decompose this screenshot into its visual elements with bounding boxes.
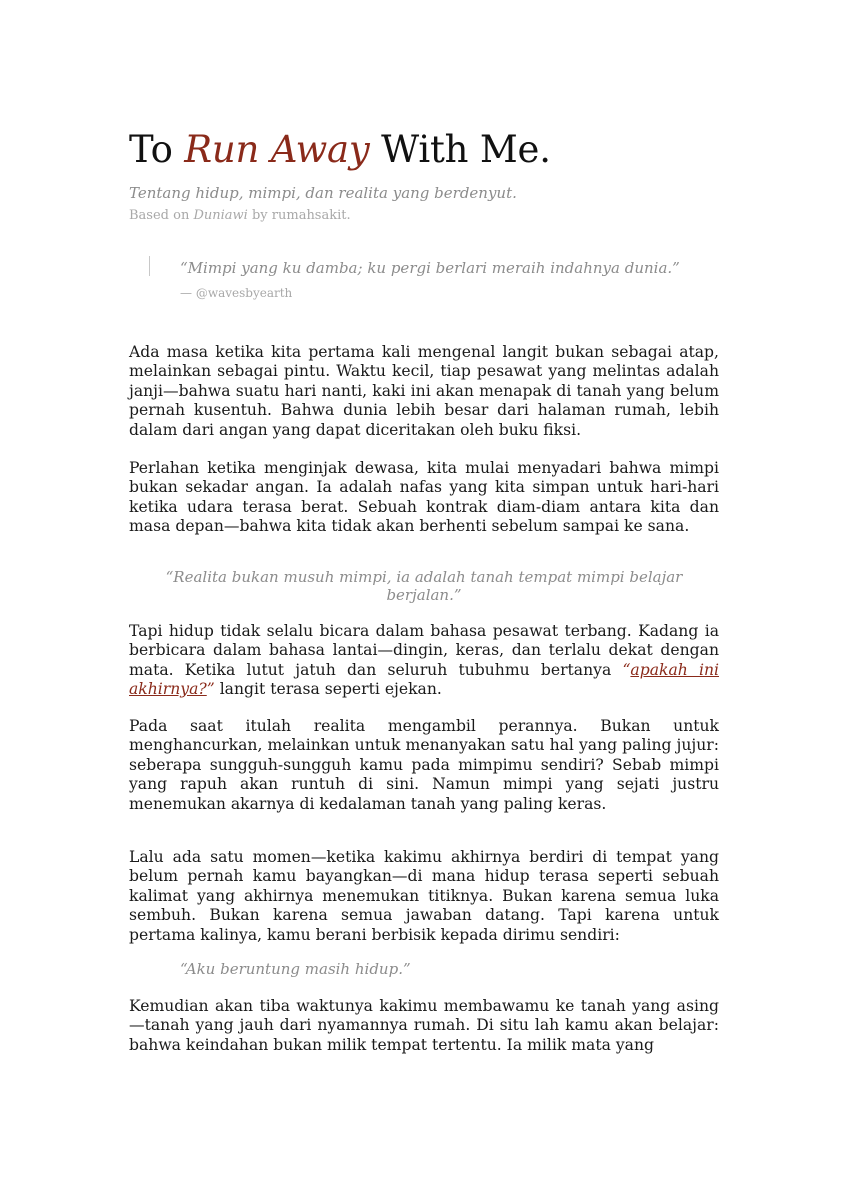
small-quote: “Aku beruntung masih hidup.” <box>180 960 411 978</box>
inline-quote-text: apakah ini akhirnya? <box>129 660 720 699</box>
paragraph-3 <box>129 622 719 700</box>
based-on-prefix: Based on <box>129 208 194 223</box>
page-title <box>129 127 551 173</box>
paragraph-6: Kemudian akan tiba waktunya kakimu membawamu ke tanah yang asing—tanah yang jauh dari nyamannya rumah. Di situ lah kamu akan belajar: bahwa keindahan bukan milik tempat tertentu. Ia milik mata yang <box>129 997 719 1054</box>
epigraph-quote: “Mimpi yang ku damba; ku pergi berlari meraih indahnya dunia.” <box>180 259 680 277</box>
paragraph-5: Lalu ada satu momen—ketika kakimu akhirnya berdiri di tempat yang belum pernah kamu bayangkan—di mana hidup terasa seperti sebuah kalimat yang akhirnya menemukan titiknya. Bukan karena semua luka sembuh. Bukan karena semua jawaban datang. Tapi karena untuk pertama kalinya, kamu berani berbisik kepada dirimu sendiri: <box>129 848 719 944</box>
subtitle: Tentang hidup, mimpi, dan realita yang berdenyut. <box>129 184 517 202</box>
based-on-suffix: by rumahsakit. <box>247 208 351 223</box>
paragraph-3-after: langit terasa seperti ejekan. <box>214 680 442 699</box>
based-on-work: Duniawi <box>193 208 248 223</box>
epigraph-attribution: — @wavesbyearth <box>180 286 293 300</box>
epigraph-rule <box>149 256 180 276</box>
based-on-line <box>129 208 351 223</box>
inline-quote-close: ” <box>206 680 215 699</box>
paragraph-4: Pada saat itulah realita mengambil perannya. Bukan untuk menghancurkan, melainkan untuk menanyakan satu hal yang paling jujur: seberapa sungguh-sungguh kamu pada mimpimu sendiri? Sebab mimpi yang rapuh akan runtuh di sini. Namun mimpi yang sejati justru menemukan akarnya di kedalaman tanah yang paling keras. <box>129 717 719 813</box>
paragraph-2: Perlahan ketika menginjak dewasa, kita mulai menyadari bahwa mimpi bukan sekadar angan. Ia adalah nafas yang kita simpan untuk hari-hari ketika udara terasa berat. Sebuah kontrak diam-diam antara kita dan masa depan—bahwa kita tidak akan berhenti sebelum sampai ke sana. <box>129 459 719 536</box>
inline-quote-open: “ <box>622 660 631 679</box>
title-after: With Me. <box>369 128 551 171</box>
pull-quote: “Realita bukan musuh mimpi, ia adalah tanah tempat mimpi belajar berjalan.” <box>165 568 683 604</box>
title-accent: Run Away <box>184 128 370 171</box>
paragraph-1: Ada masa ketika kita pertama kali mengenal langit bukan sebagai atap, melainkan sebagai pintu. Waktu kecil, tiap pesawat yang melintas adalah janji—bahwa suatu hari nanti, kaki ini akan menapak di tanah yang belum pernah kusentuh. Bahwa dunia lebih besar dari halaman rumah, lebih dalam dari angan yang dapat diceritakan oleh buku fiksi. <box>129 343 719 439</box>
title-before: To <box>129 128 185 171</box>
paragraph-3-before: Tapi hidup tidak selalu bicara dalam bahasa pesawat terbang. Kadang ia berbicara dalam bahasa lantai—dingin, keras, dan terlalu dekat dengan mata. Ketika lutut jatuh dan seluruh tubuhmu bertanya <box>129 622 719 679</box>
